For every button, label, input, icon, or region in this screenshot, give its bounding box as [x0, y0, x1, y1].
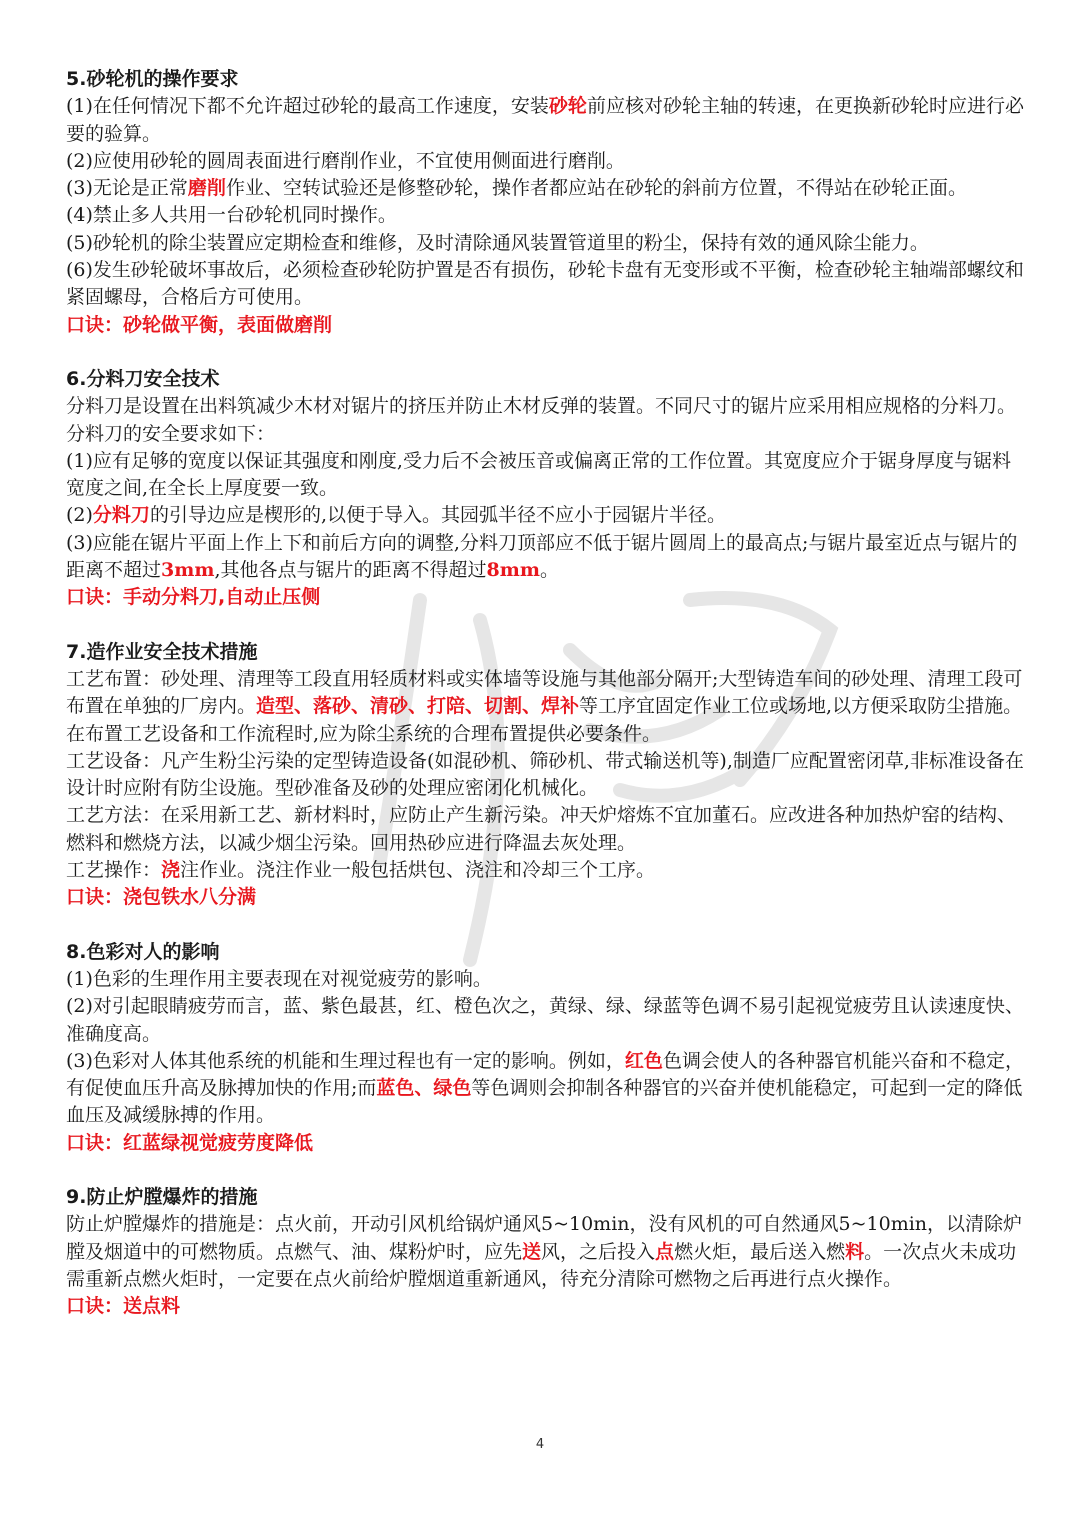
- text-run: (1)应有足够的宽度以保证其强度和刚度,受力后不会被压音或偏离正常的工作位置。其宽度应介于锯身厚度与锯料宽度之间,在全长上厚度要一致。: [66, 449, 1011, 500]
- text-run: (1)在任何情况下都不允许超过砂轮的最高工作速度，安装: [66, 95, 549, 118]
- highlighted-text: 8mm: [486, 559, 540, 582]
- paragraph: [66, 530, 1026, 585]
- section-title: 8.色彩对人的影响: [66, 940, 220, 963]
- text-run: 等工序宜固定作业工位或场地,以方便采取防尘措施。在布置工艺设备和工作流程时,应为除尘系统的合理布置提供必要条件。: [66, 695, 1023, 745]
- text-run: 。一次点火未成功需重新点燃火炬时，一定要在点火前给炉膛烟道重新通风，待充分清除可燃物之后再进行点火操作。: [66, 1240, 1017, 1290]
- text-run: 工艺操作：: [66, 859, 162, 882]
- section-6: [66, 366, 1026, 612]
- paragraph: [66, 666, 1026, 748]
- text-run: (3)应能在锯片平面上作上下和前后方向的调整,分料刀顶部应不低于锯片圆周上的最高点;与锯片最室近点与锯片的距离不超过: [66, 531, 1018, 582]
- paragraph: [66, 502, 1026, 529]
- text-run: (2)对引起眼睛疲劳而言，蓝、紫色最甚，红、橙色次之，黄绿、绿、绿蓝等色调不易引起视觉疲劳且认读速度快、准确度高。: [66, 995, 1024, 1045]
- text-run: ,其他各点与锯片的距离不得超过: [214, 559, 487, 582]
- paragraph: [66, 993, 1026, 1048]
- text-run: 色调会使人的各种器官机能兴奋和不稳定，有促使血压升高及脉搏加快的作用;而: [66, 1049, 1024, 1100]
- text-run: (4)禁止多人共用一台砂轮机同时操作。: [66, 204, 397, 227]
- text-run: 风，之后投入: [541, 1240, 656, 1263]
- text-run: 燃火炬，最后送入燃: [674, 1240, 846, 1263]
- highlighted-text: 分料刀: [92, 504, 150, 527]
- section-5: [66, 66, 1026, 339]
- text-run: (3)色彩对人体其他系统的机能和生理过程也有一定的影响。例如，: [66, 1049, 625, 1072]
- paragraph: [66, 448, 1026, 503]
- text-run: (2)应使用砂轮的圆周表面进行磨削作业，不宜使用侧面进行磨削。: [66, 149, 625, 172]
- section-title: 9.防止炉膛爆炸的措施: [66, 1185, 258, 1208]
- highlighted-text: 造型、落砂、清砂、打陪、切割、焊补: [256, 695, 580, 718]
- highlighted-text: 砂轮: [548, 95, 587, 118]
- paragraph: [66, 257, 1026, 312]
- text-run: 工艺设备：凡产生粉尘污染的定型铸造设备(如混砂机、筛砂机、带式输送机等),制造厂应配置密闭草,非标准设备在设计时应附有防尘设施。型砂准备及砂的处理应密闭化机械化。: [66, 749, 1024, 800]
- paragraph: [66, 230, 1026, 257]
- text-run: (1)色彩的生理作用主要表现在对视觉疲劳的影响。: [66, 967, 492, 990]
- text-run: (2): [66, 504, 93, 527]
- content-area: [66, 66, 1026, 1347]
- section-title: 6.分料刀安全技术: [66, 367, 220, 390]
- paragraph: [66, 148, 1026, 175]
- text-run: 工艺方法：在采用新工艺、新材料时，应防止产生新污染。冲天炉熔炼不宜加董石。应改进各种加热炉窑的结构、燃料和燃烧方法，以减少烟尘污染。回用热砂应进行降温去灰处理。: [66, 804, 1017, 854]
- highlighted-text: 浇: [161, 859, 181, 882]
- section-9: [66, 1184, 1026, 1320]
- highlighted-text: 3mm: [161, 559, 215, 582]
- text-run: 。: [539, 559, 559, 582]
- text-run: 分料刀是设置在出料筑减少木材对锯片的挤压并防止木材反弹的装置。不同尺寸的锯片应采用相应规格的分料刀。分料刀的安全要求如下：: [66, 395, 1017, 445]
- text-run: 的引导边应是楔形的,以便于导入。其园弧半径不应小于园锯片半径。: [149, 504, 726, 527]
- highlighted-text: 蓝色、绿色: [376, 1077, 472, 1100]
- section-7: [66, 639, 1026, 912]
- highlighted-text: 料: [845, 1240, 865, 1263]
- text-run: (6)发生砂轮破坏事故后，必须检查砂轮防护置是否有损伤，砂轮卡盘有无变形或不平衡，检查砂轮主轴端部螺纹和紧固螺母，合格后方可使用。: [66, 259, 1024, 309]
- highlighted-text: 磨削: [187, 177, 226, 200]
- paragraph: [66, 802, 1026, 857]
- section-title: 5.砂轮机的操作要求: [66, 68, 239, 90]
- paragraph: [66, 748, 1026, 803]
- text-run: (3)无论是正常: [66, 177, 188, 200]
- page-number: 4: [535, 1437, 545, 1452]
- section-8: [66, 939, 1026, 1157]
- paragraph: [66, 1048, 1026, 1130]
- mnemonic: 口诀：送点料: [66, 1295, 181, 1318]
- highlighted-text: 红色: [624, 1049, 663, 1072]
- paragraph: [66, 1211, 1026, 1293]
- paragraph: [66, 202, 1026, 229]
- text-run: 前应核对砂轮主轴的转速，在更换新砂轮时应进行必要的验算。: [66, 95, 1024, 145]
- paragraph: [66, 93, 1026, 148]
- text-run: 作业、空转试验还是修整砂轮，操作者都应站在砂轮的斜前方位置，不得站在砂轮正面。: [225, 177, 967, 200]
- mnemonic: 口诀：浇包铁水八分满: [66, 886, 257, 909]
- text-run: 工艺布置：砂处理、清理等工段直用轻质材料或实体墙等设施与其他部分隔开;大型铸造车间的砂处理、清理工段可布置在单独的厂房内。: [66, 667, 1023, 718]
- mnemonic: 口诀：手动分料刀,自动止压侧: [66, 586, 321, 609]
- paragraph: [66, 966, 1026, 993]
- mnemonic: 口诀：砂轮做平衡，表面做磨削: [66, 313, 333, 336]
- highlighted-text: 点: [655, 1240, 675, 1263]
- paragraph: [66, 175, 1026, 202]
- text-run: (5)砂轮机的除尘装置应定期检查和维修，及时清除通风装置管道里的粉尘，保持有效的通风除尘能力。: [66, 231, 929, 254]
- highlighted-text: 送: [522, 1240, 542, 1263]
- paragraph: [66, 393, 1026, 448]
- text-run: 等色调则会抑制各种器官的兴奋并使机能稳定，可起到一定的降低血压及减缓脉搏的作用。: [66, 1077, 1023, 1127]
- text-run: 防止炉膛爆炸的措施是：点火前，开动引风机给锅炉通风5~10min，没有风机的可自然通风5~10min，以清除炉膛及烟道中的可燃物质。点燃气、油、煤粉炉时，应先: [66, 1213, 1023, 1263]
- text-run: 注作业。浇注作业一般包括烘包、浇注和冷却三个工序。: [180, 859, 656, 882]
- mnemonic: 口诀：红蓝绿视觉疲劳度降低: [66, 1131, 314, 1154]
- section-title: 7.造作业安全技术措施: [66, 640, 258, 663]
- paragraph: [66, 857, 1026, 884]
